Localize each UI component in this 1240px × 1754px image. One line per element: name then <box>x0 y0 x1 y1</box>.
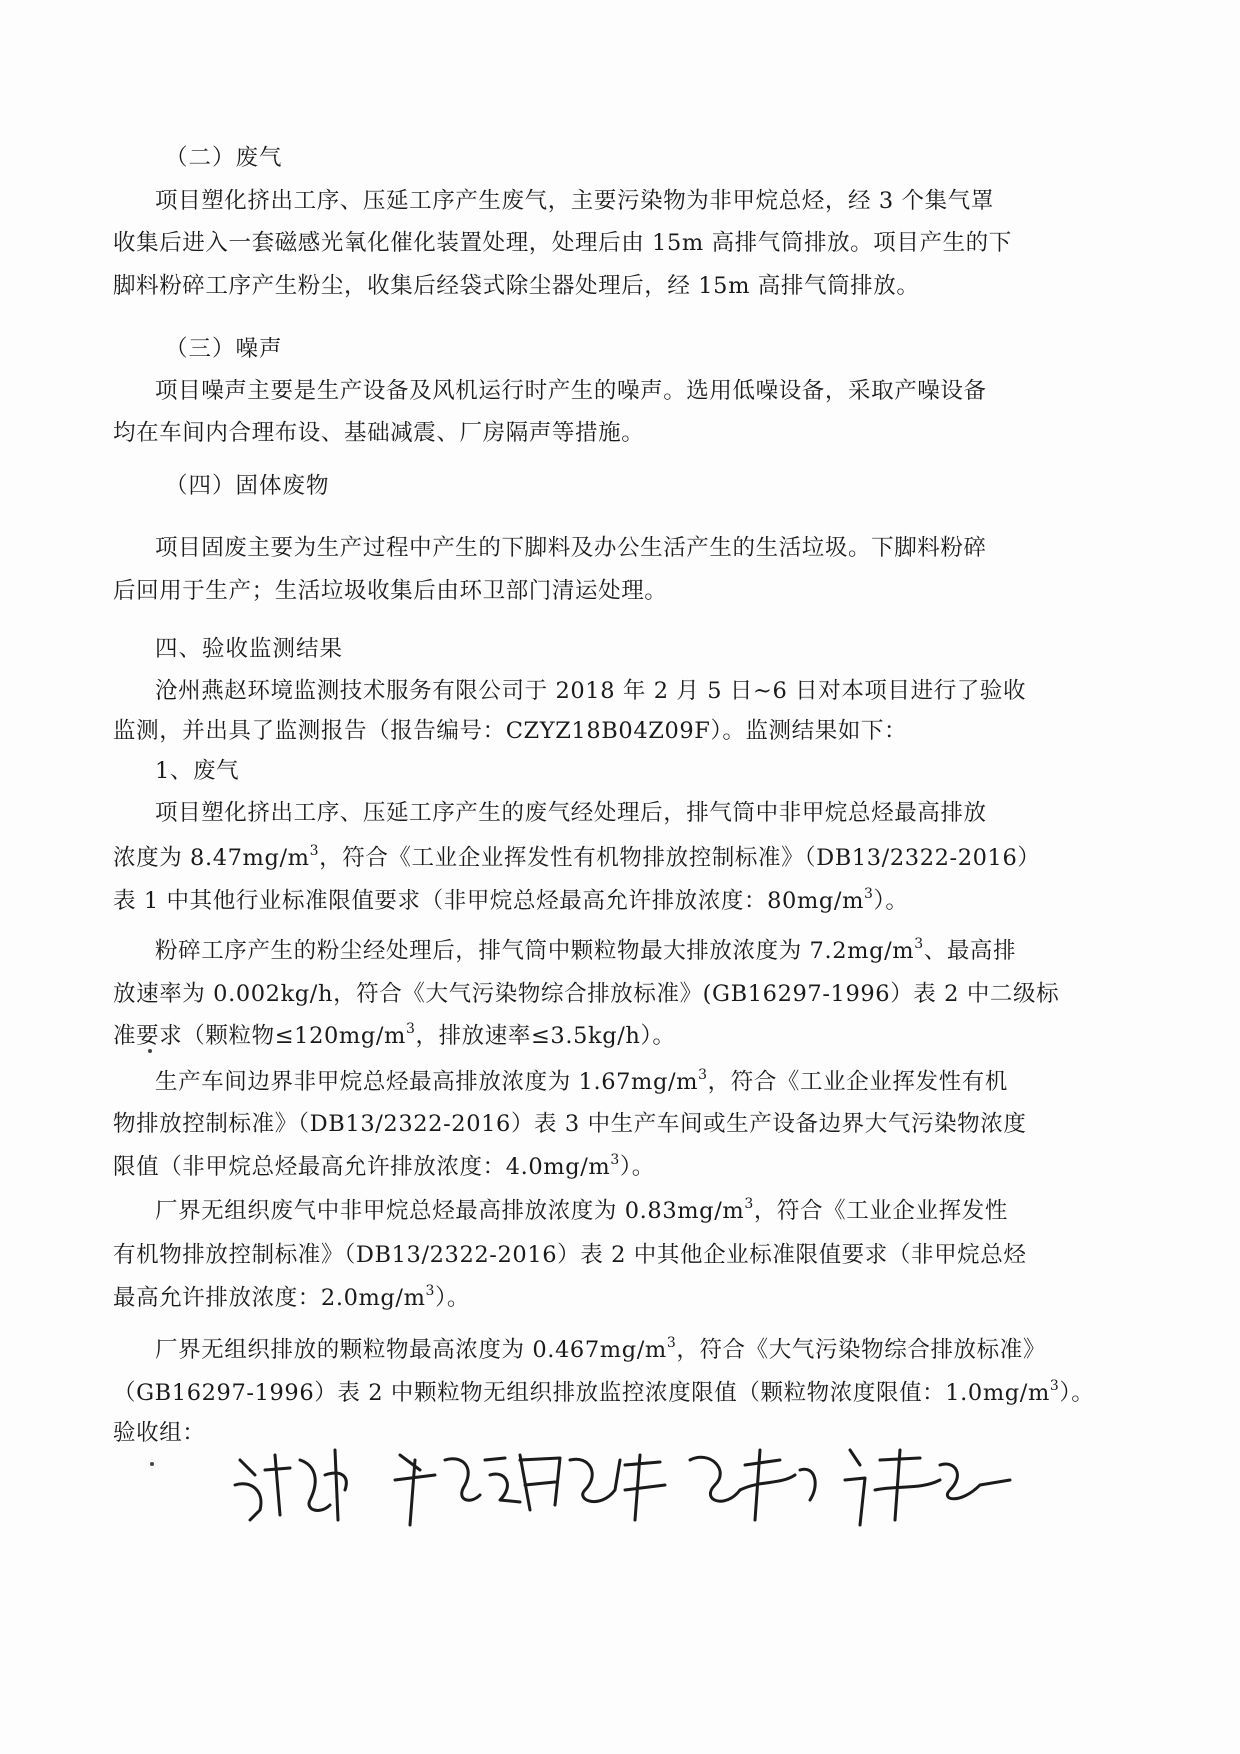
p1-line-3: 表 1 中其他行业标准限值要求（非甲烷总烃最高允许排放浓度：$80mg/m^3$）。 <box>113 885 909 914</box>
p4-line-3: 最高允许排放浓度：$2.0mg/m^3$）。 <box>113 1282 471 1311</box>
signature-3 <box>520 1455 665 1520</box>
p4-line-2: 有机物排放控制标准》（DB13/2322-2016）表 2 中其他企业标准限值要求（非甲烷总烃 <box>113 1242 1027 1268</box>
signature-1 <box>235 1450 346 1520</box>
p1-line-1: 项目塑化挤出工序、压延工序产生的废气经处理后，排气筒中非甲烷总烃最高排放 <box>155 800 987 826</box>
signature-4 <box>690 1450 815 1520</box>
solid-line-1: 项目固废主要为生产过程中产生的下脚料及办公生活产生的生活垃圾。下脚料粉碎 <box>155 535 987 561</box>
heading-results: 四、验收监测结果 <box>155 636 344 662</box>
waste-gas-line-2: 收集后进入一套磁感光氧化催化装置处理，处理后由 15m 高排气筒排放。项目产生的下 <box>113 230 1012 256</box>
signatures <box>220 1430 1120 1540</box>
heading-noise: （三）噪声 <box>165 336 283 362</box>
signature-2 <box>395 1455 520 1525</box>
p2-line-1: 粉碎工序产生的粉尘经处理后，排气筒中颗粒物最大排放浓度为 $7.2mg/m^3$、最高排 <box>155 935 1017 964</box>
p3-line-3: 限值（非甲烷总烃最高允许排放浓度：$4.0mg/m^3$）。 <box>113 1151 655 1180</box>
p2-line-2: 放速率为 0.002kg/h，符合《大气污染物综合排放标准》(GB16297-1996）表 2 中二级标 <box>113 981 1060 1007</box>
scan-speck <box>150 1462 154 1466</box>
p5-line-2: （GB16297-1996）表 2 中颗粒物无组织排放监控浓度限值（颗粒物浓度限值：$1.0mg/m^3$）。 <box>113 1377 1095 1406</box>
signature-5 <box>845 1450 1010 1525</box>
solid-line-2: 后回用于生产；生活垃圾收集后由环卫部门清运处理。 <box>113 578 668 604</box>
p5-line-1: 厂界无组织排放的颗粒物最高浓度为 $0.467mg/m^3$，符合《大气污染物综合排放标准》 <box>155 1334 1046 1363</box>
p2-line-3: 准要求（颗粒物$\le 120mg/m^3$，排放速率≤3.5kg/h）。 <box>113 1020 676 1049</box>
noise-line-1: 项目噪声主要是生产设备及风机运行时产生的噪声。选用低噪设备，采取产噪设备 <box>155 378 987 404</box>
acceptance-team-label: 验收组： <box>113 1420 206 1446</box>
heading-solid-waste: （四）固体废物 <box>165 473 330 499</box>
noise-line-2: 均在车间内合理布设、基础减震、厂房隔声等措施。 <box>113 420 645 446</box>
p4-line-1: 厂界无组织废气中非甲烷总烃最高排放浓度为 $0.83mg/m^3$，符合《工业企业挥发性 <box>155 1195 1008 1224</box>
waste-gas-line-1: 项目塑化挤出工序、压延工序产生废气，主要污染物为非甲烷总烃，经 3 个集气罩 <box>155 188 994 214</box>
sub-heading-waste-gas: 1、废气 <box>155 758 240 784</box>
scan-speck <box>148 1049 152 1053</box>
p3-line-1: 生产车间边界非甲烷总烃最高排放浓度为 $1.67mg/m^3$，符合《工业企业挥发性有机 <box>155 1066 1008 1095</box>
result-intro-line-2: 监测，并出具了监测报告（报告编号：CZYZ18B04Z09F）。监测结果如下： <box>113 718 908 744</box>
p1-line-2: 浓度为 $8.47mg/m^3$，符合《工业企业挥发性有机物排放控制标准》（DB13/2322-2016） <box>113 842 1041 871</box>
result-intro-line-1: 沧州燕赵环境监测技术服务有限公司于 2018 年 2 月 5 日~6 日对本项目进行了验收 <box>155 678 1027 704</box>
waste-gas-line-3: 脚料粉碎工序产生粉尘，收集后经袋式除尘器处理后，经 15m 高排气筒排放。 <box>113 273 920 299</box>
heading-waste-gas: （二）废气 <box>165 145 283 171</box>
p3-line-2: 物排放控制标准》（DB13/2322-2016）表 3 中生产车间或生产设备边界大气污染物浓度 <box>113 1111 1027 1137</box>
